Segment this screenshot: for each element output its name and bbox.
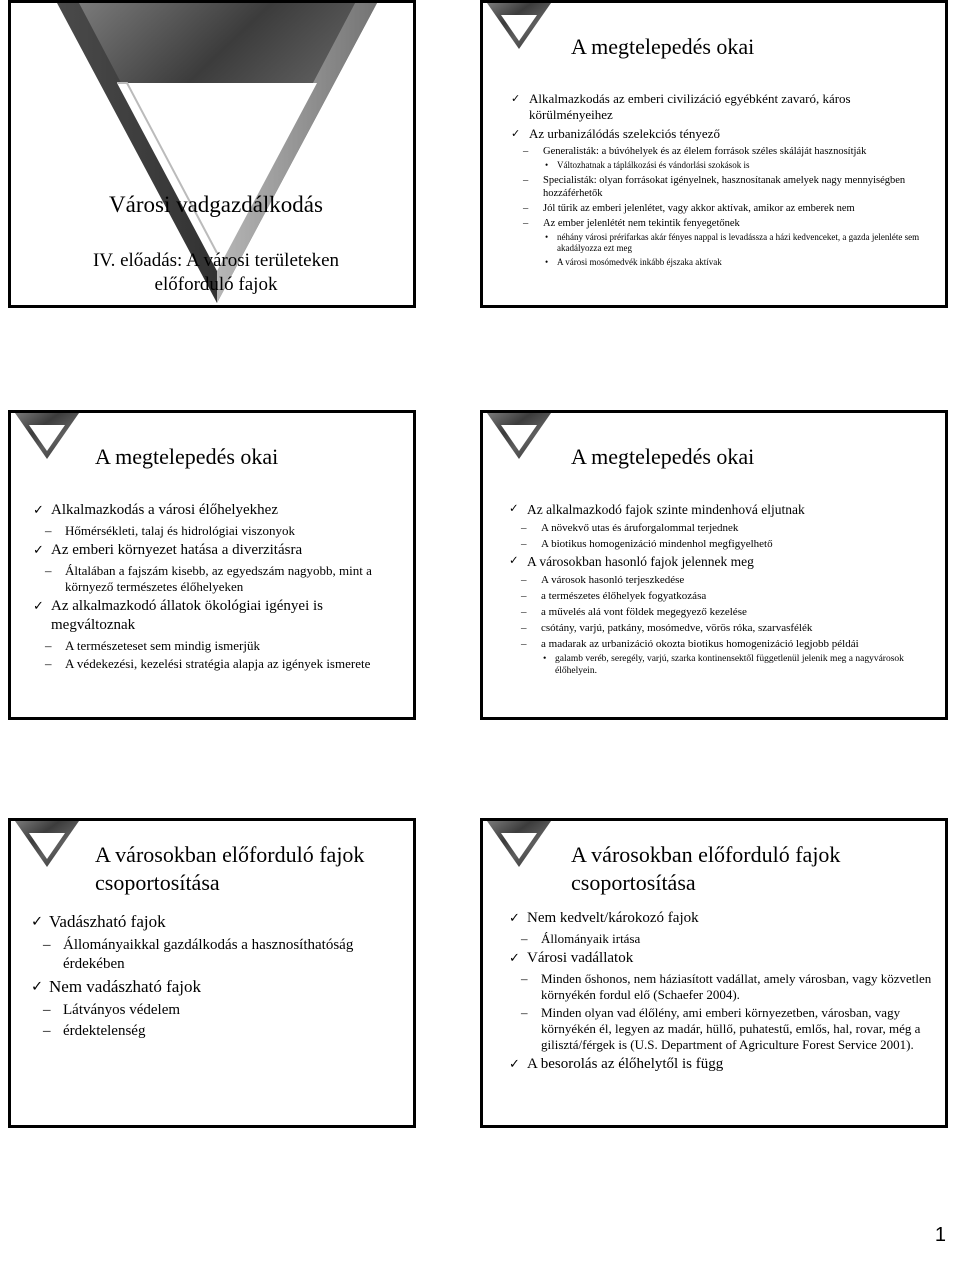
slide4-bullet-level-2: – A városok hasonló terjeszkedése: [507, 573, 935, 587]
slide3-bullet-level-1: ✓ Az emberi környezet hatása a diverzitásra: [31, 541, 403, 560]
slide-2: [480, 0, 948, 308]
slide4-bullet-level-2: – a madarak az urbanizáció okozta biotikus homogenizáció legjobb példái: [507, 637, 935, 651]
slide-6-title: A városokban előforduló fajok csoportosítása: [571, 842, 841, 895]
slide-5: [8, 818, 416, 1128]
slide6-bullet-level-1: ✓ A besorolás az élőhelytől is függ: [507, 1055, 935, 1074]
slide6-bullet-level-2: – Minden őshonos, nem háziasított vadállat, amely városban, vagy közvetlen környékén fordul elő (Schaefer 2004).: [507, 971, 935, 1003]
slide2-bullet-level-1: ✓ Az urbanizálódás szelekciós tényező: [509, 126, 929, 142]
slide2-bullet-level-2: – Specialisták: olyan forrásokat igényelnek, hasznosítanak amelyek nagy mennyiségben hozzáférhetők: [509, 174, 929, 200]
page-number: 1: [934, 1224, 946, 1246]
slide2-bullet-level-3: • Változhatnak a táplálkozási és vándorlási szokások is: [509, 160, 929, 172]
slide2-bullet-level-2: – Generalisták: a búvóhelyek és az élelem források széles skáláját hasznosítják: [509, 145, 929, 158]
slide6-bullet-level-2: – Állományaik irtása: [507, 931, 935, 947]
slide6-bullet-level-1: ✓ Nem kedvelt/károkozó fajok: [507, 909, 935, 928]
slide4-bullet-level-2: – a művelés alá vont földek megegyező kezelése: [507, 605, 935, 619]
slide-2-body: [509, 91, 929, 270]
slide-5-body: [29, 911, 401, 1043]
slide-6-body: [507, 909, 935, 1077]
triangle-logo: [15, 413, 79, 459]
slide-4-title: A megtelepedés okai: [571, 444, 755, 469]
slide3-bullet-level-2: – A védekezési, kezelési stratégia alapja az igények ismerete: [31, 656, 403, 672]
slide4-bullet-level-1: ✓ A városokban hasonló fajok jelennek meg: [507, 553, 935, 570]
slide-3: [8, 410, 416, 720]
slide-5-title: A városokban előforduló fajok csoportosítása: [95, 842, 365, 895]
slide3-bullet-level-2: – A természeteset sem mindig ismerjük: [31, 638, 403, 654]
slide4-bullet-level-1: ✓ Az alkalmazkodó fajok szinte mindenhová eljutnak: [507, 501, 935, 518]
slide-2-title: A megtelepedés okai: [571, 34, 755, 59]
slide5-bullet-level-2: – érdektelenség: [29, 1022, 401, 1041]
slide-3-title: A megtelepedés okai: [95, 444, 279, 469]
slide4-bullet-level-3: • galamb veréb, seregély, varjú, szarka kontinensektől függetlenül jelenik meg a nagyvárosok élőhelyein.: [507, 653, 935, 677]
slide2-bullet-level-3: • néhány városi prérifarkas akár fényes nappal is levadássza a házi kedvenceket, a gazda jelenléte sem akadályozza ezt meg: [509, 232, 929, 255]
slide-3-body: [31, 501, 403, 674]
triangle-logo: [487, 3, 551, 49]
slide4-bullet-level-2: – a természetes élőhelyek fogyatkozása: [507, 589, 935, 603]
slide-6: [480, 818, 948, 1128]
slide3-bullet-level-1: ✓ Alkalmazkodás a városi élőhelyekhez: [31, 501, 403, 520]
slide5-bullet-level-2: – Látványos védelem: [29, 1001, 401, 1020]
slide5-bullet-level-1: ✓ Nem vadászható fajok: [29, 976, 401, 998]
slide2-bullet-level-3: • A városi mosómedvék inkább éjszaka aktívak: [509, 257, 929, 269]
slide2-bullet-level-1: ✓ Alkalmazkodás az emberi civilizáció egyébként zavaró, káros körülményeihez: [509, 91, 929, 123]
slide-4-body: [507, 501, 935, 679]
triangle-logo: [487, 413, 551, 459]
slide4-bullet-level-2: – A növekvő utas és áruforgalommal terjednek: [507, 521, 935, 535]
slide4-bullet-level-2: – A biotikus homogenizáció mindenhol megfigyelhető: [507, 537, 935, 551]
slide3-bullet-level-2: – Hőmérsékleti, talaj és hidrológiai viszonyok: [31, 523, 403, 539]
triangle-logo: [15, 821, 79, 867]
slide2-bullet-level-2: – Jól tűrik az emberi jelenlétet, vagy akkor aktívak, amikor az emberek nem: [509, 202, 929, 215]
slide-1: [8, 0, 416, 308]
slide-4: [480, 410, 948, 720]
slide2-bullet-level-2: – Az ember jelenlétét nem tekintik fenyegetőnek: [509, 217, 929, 230]
triangle-logo: [487, 821, 551, 867]
slide-1-title: Városi vadgazdálkodás: [109, 192, 323, 217]
slide4-bullet-level-2: – csótány, varjú, patkány, mosómedve, vörös róka, szarvasfélék: [507, 621, 935, 635]
slide3-bullet-level-2: – Általában a fajszám kisebb, az egyedszám nagyobb, mint a környező természetes élőhelyeken: [31, 563, 403, 595]
slide6-bullet-level-1: ✓ Városi vadállatok: [507, 949, 935, 968]
slide5-bullet-level-2: – Állományaikkal gazdálkodás a hasznosíthatóság érdekében: [29, 936, 401, 974]
slide5-bullet-level-1: ✓ Vadászható fajok: [29, 911, 401, 933]
slide3-bullet-level-1: ✓ Az alkalmazkodó állatok ökológiai igényei is megváltoznak: [31, 597, 403, 635]
slide6-bullet-level-2: – Minden olyan vad élőlény, ami emberi környezetben, városban, vagy környékén él, legyen az madár, hüllő, puhatestű, emlős, hal, rovar, még a gilisztá/férgek is (U.S. Department of Agriculture Forest Service 2001).: [507, 1005, 935, 1053]
slide-1-subtitle: IV. előadás: A városi területeken előforduló fajok: [92, 250, 340, 295]
